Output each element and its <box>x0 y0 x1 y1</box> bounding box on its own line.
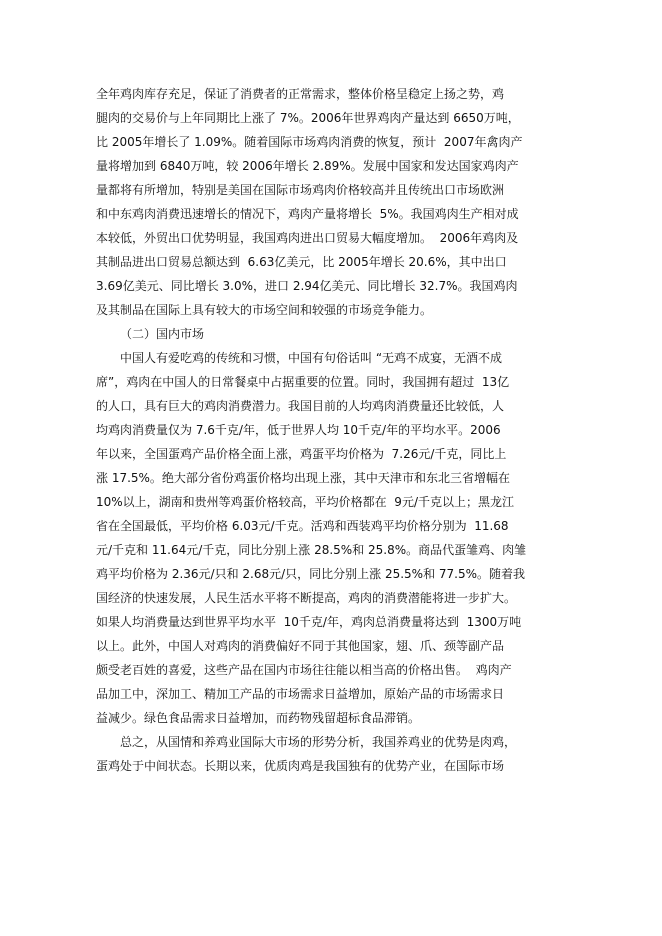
body-text-line: 元/千克和 11.64元/千克，同比分别上涨 28.5%和 25.8%。商品代蛋雏鸡、肉雏 <box>96 543 527 557</box>
body-text-line: 的人口，具有巨大的鸡肉消费潜力。我国目前的人均鸡肉消费量还比较低，人 <box>96 399 505 413</box>
body-text-line: 中国人有爱吃鸡的传统和习惯，中国有句俗话叫 “无鸡不成宴，无酒不成 <box>120 351 503 365</box>
body-text-line: 鸡平均价格为 2.36元/只和 2.68元/只，同比分别上涨 25.5%和 77.5%。随着我 <box>96 567 526 581</box>
body-text-line: 涨 17.5%。绝大部分省份鸡蛋价格均出现上涨，其中天津市和东北三省增幅在 <box>96 471 510 485</box>
body-text-line: 和中东鸡肉消费迅速增长的情况下，鸡肉产量将增长 5%。我国鸡肉生产相对成 <box>96 207 519 221</box>
body-text-line: 3.69亿美元、同比增长 3.0%，进口 2.94亿美元、同比增长 32.7%。我国鸡肉 <box>96 279 518 293</box>
body-text-line: 总之，从国情和养鸡业国际大市场的形势分析，我国养鸡业的优势是肉鸡， <box>120 735 517 749</box>
body-text-line: 国经济的快速发展，人民生活水平将不断提高，鸡肉的消费潜能将进一步扩大。 <box>96 591 517 605</box>
body-text-line: 量都将有所增加，特别是美国在国际市场鸡肉价格较高并且传统出口市场欧洲 <box>96 183 505 197</box>
body-text-line: 席”，鸡肉在中国人的日常餐桌中占据重要的位置。同时，我国拥有超过 13亿 <box>96 375 510 389</box>
body-text-line: 比 2005年增长了 1.09%。随着国际市场鸡肉消费的恢复，预计 2007年禽肉产 <box>96 135 523 149</box>
section-heading: （二）国内市场 <box>120 327 205 341</box>
body-text-line: 品加工中，深加工、精加工产品的市场需求日益增加，原始产品的市场需求日 <box>96 687 505 701</box>
body-text-line: 以上。此外，中国人对鸡肉的消费偏好不同于其他国家，翅、爪、颈等副产品 <box>96 639 505 653</box>
body-text-line: 均鸡肉消费量仅为 7.6千克/年，低于世界人均 10千克/年的平均水平。2006 <box>96 423 501 437</box>
body-text-line: 年以来，全国蛋鸡产品价格全面上涨，鸡蛋平均价格为 7.26元/千克，同比上 <box>96 447 507 461</box>
body-text-line: 其制品进出口贸易总额达到 6.63亿美元，比 2005年增长 20.6%，其中出口 <box>96 255 507 269</box>
body-text-line: 如果人均消费量达到世界平均水平 10千克/年，鸡肉总消费量将达到 1300万吨 <box>96 615 522 629</box>
body-text-line: 本较低，外贸出口优势明显，我国鸡肉进出口贸易大幅度增加。 2006年鸡肉及 <box>96 231 519 245</box>
body-text-line: 蛋鸡处于中间状态。长期以来，优质肉鸡是我国独有的优势产业，在国际市场 <box>96 759 505 773</box>
body-text-line: 及其制品在国际上具有较大的市场空间和较强的市场竞争能力。 <box>96 303 433 317</box>
body-text-line: 颇受老百姓的喜爱，这些产品在国内市场往往能以相当高的价格出售。 鸡肉产 <box>96 663 512 677</box>
body-text-line: 益减少。绿色食品需求日益增加，而药物残留超标食品滞销。 <box>96 711 421 725</box>
body-text-line: 省在全国最低，平均价格 6.03元/千克。活鸡和西装鸡平均价格分别为 11.68 <box>96 519 509 533</box>
body-text-line: 10%以上，湖南和贵州等鸡蛋价格较高，平均价格都在 9元/千克以上；黑龙江 <box>96 495 514 509</box>
body-text-line: 腿肉的交易价与上年同期比上涨了 7%。2006年世界鸡肉产量达到 6650万吨， <box>96 111 520 125</box>
body-text-line: 量将增加到 6840万吨，较 2006年增长 2.89%。发展中国家和发达国家鸡肉产 <box>96 159 519 173</box>
body-text-line: 全年鸡肉库存充足，保证了消费者的正常需求，整体价格呈稳定上扬之势，鸡 <box>96 87 505 101</box>
